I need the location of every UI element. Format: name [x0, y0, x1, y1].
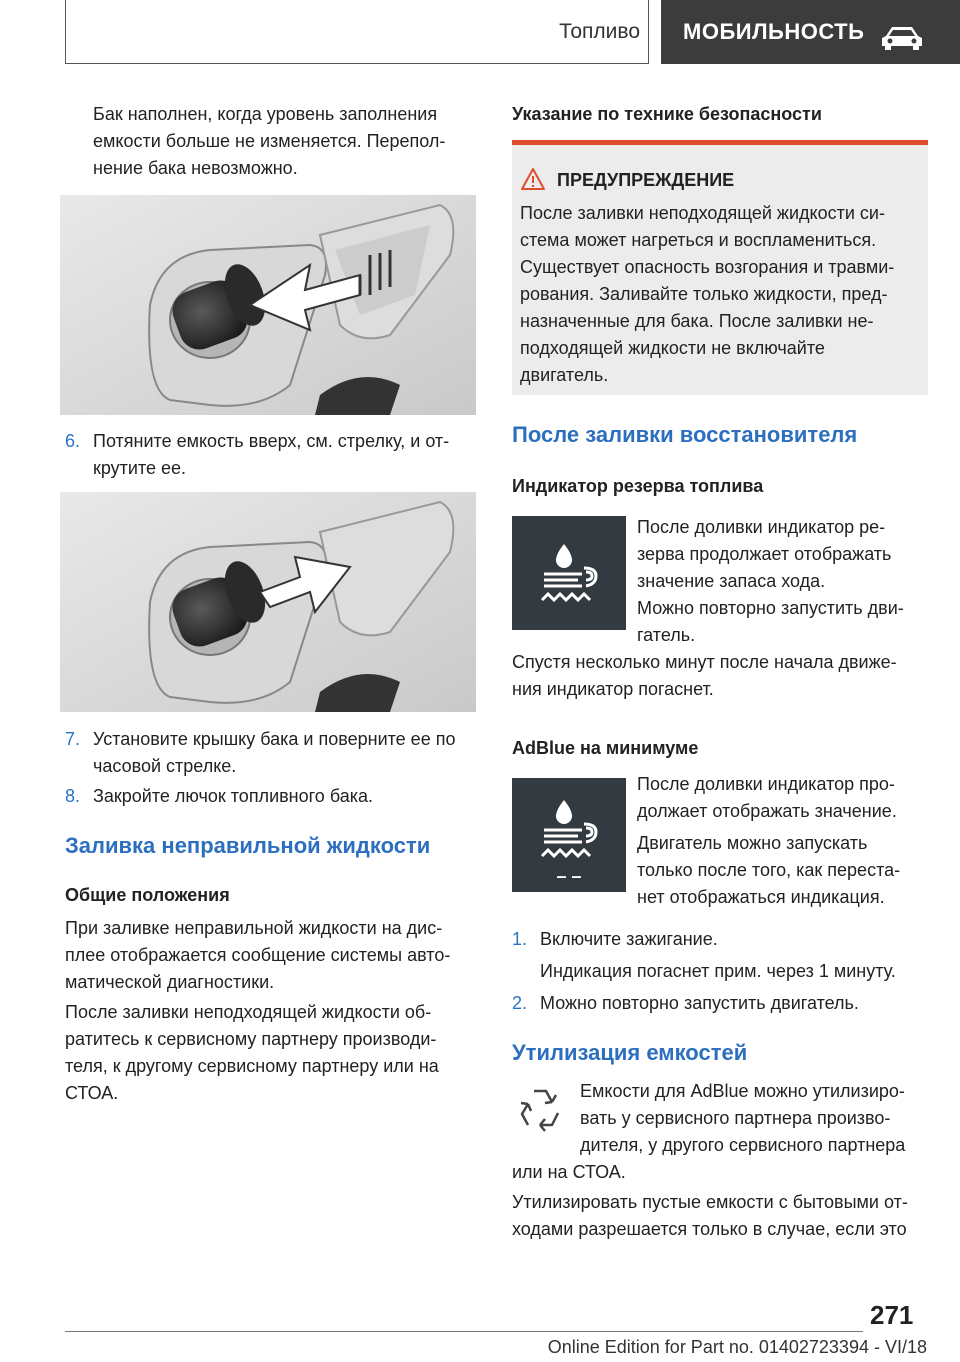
wrong-fluid-heading: Заливка неправильной жидкости	[65, 833, 431, 858]
disposal-paragraph-2: Утилизировать пустые емкости с бытовыми от- ходами разрешается только в случае, если это	[512, 1192, 908, 1239]
reserve-paragraph-1: После доливки индикатор ре- зерва продолжает отображать значение запаса хода.	[637, 517, 892, 591]
intro-paragraph: Бак наполнен, когда уровень заполнения емкости больше не изменяется. Перепол- нение бака невозможно.	[93, 104, 446, 178]
warning-text: После заливки неподходящей жидкости си- стема может нагреться и воспламениться. Существует опасность возгорания и травми- рования. Заливайте только жидкости, пред- назначенные для бака. После заливки не- подходящей жидкости не включайте двигатель.	[520, 203, 895, 385]
adblue-reserve-indicator-icon	[512, 516, 626, 630]
disposal-heading: Утилизация емкостей	[512, 1040, 748, 1065]
step-2: 2. Можно повторно запустить двигатель.	[512, 993, 859, 1013]
step-6: 6. Потяните емкость вверх, см. стрелку, и от- крутите ее.	[65, 431, 450, 478]
safety-heading: Указание по технике безопасности	[512, 104, 822, 124]
general-paragraph-1: При заливке неправильной жидкости на дис- плее отображается сообщение системы авто- матической диагностики.	[65, 918, 451, 992]
page-number: 271	[870, 1300, 914, 1330]
general-paragraph-2: После заливки неподходящей жидкости об- ратитесь к сервисному партнеру производи- теля, к другому сервисному партнеру или на СТОА.	[65, 1002, 439, 1103]
step-7: 7. Установите крышку бака и поверните ее по часовой стрелке.	[65, 729, 456, 776]
reserve-paragraph-3: Спустя несколько минут после начала движе- ния индикатор погаснет.	[512, 652, 897, 699]
disposal-paragraph-1-end: или на СТОА.	[512, 1162, 626, 1182]
adblue-minimum-indicator-icon	[512, 778, 626, 892]
disposal-paragraph-1: Емкости для AdBlue можно утилизиро- вать у сервисного партнера произво- дителя, у другого сервисного партнера	[580, 1081, 906, 1155]
warning-triangle-icon	[520, 167, 546, 191]
step-8: 8. Закройте лючок топливного бака.	[65, 786, 374, 806]
fuel-cap-unscrew-illustration	[60, 195, 476, 415]
general-heading: Общие положения	[65, 885, 230, 905]
minimum-paragraph-2: Двигатель можно запускать только после того, как переста- нет отображаться индикация.	[637, 833, 901, 907]
footer-edition: Online Edition for Part no. 01402723394 - VI/18	[547, 1337, 927, 1357]
header-topic: Топливо	[559, 20, 640, 43]
adblue-minimum-heading: AdBlue на минимуме	[512, 738, 699, 758]
recycling-icon	[512, 1083, 568, 1139]
warning-title: ПРЕДУПРЕЖДЕНИЕ	[557, 170, 735, 190]
reserve-paragraph-2: Можно повторно запустить дви- гатель.	[637, 598, 904, 645]
header-section: МОБИЛЬНОСТЬ	[683, 19, 865, 44]
minimum-paragraph-1: После доливки индикатор про- должает отображать значение.	[637, 774, 897, 821]
footer-divider	[65, 1331, 863, 1332]
fuel-cap-remove-illustration	[60, 492, 476, 712]
step-1: 1. Включите зажигание. Индикация погаснет прим. через 1 минуту.	[512, 929, 896, 981]
after-refill-heading: После заливки восстановителя	[512, 422, 858, 447]
minimum-dashes: – –	[556, 866, 582, 886]
car-icon	[880, 24, 924, 50]
reserve-heading: Индикатор резерва топлива	[512, 476, 764, 496]
